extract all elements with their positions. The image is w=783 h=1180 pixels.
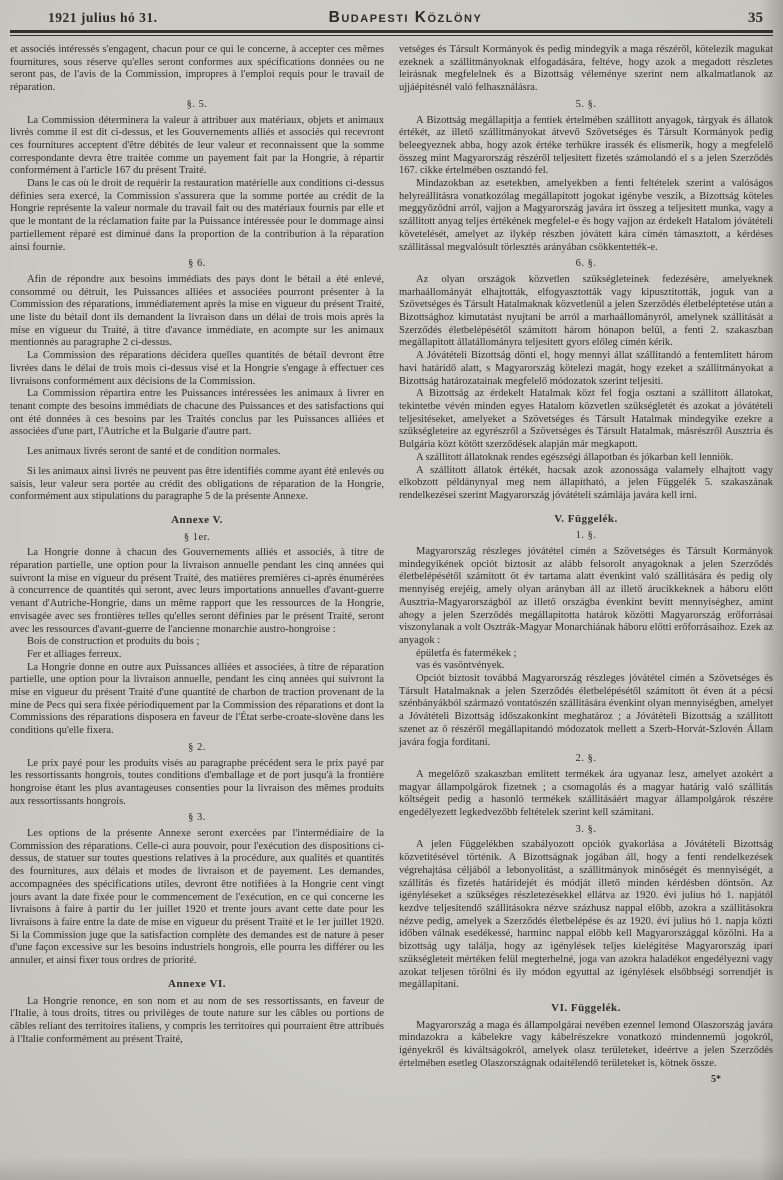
paragraph: La Hongrie donne à chacun des Gouvernements alliés et associés, à titre de réparation partielle, une option pour la livraison annuelle pendant les cinq années qui suivront la mise en vigueur du présent Traité, des matières premières ci-après énumérées à concurrence de quantités qui seront, avec leurs importations annuelles d'avant-guerre venant d'Autriche-Hongrie, dans un même rapport que les ressources de la Hongrie, envisagée avec ses frontières telles qu'elles seront définies par le présent Traité, seront avec les ressources d'avant-guerre de l'ancienne monarchie austro-hongroise : [10, 547, 384, 635]
paragraph: A szállitott állatoknak rendes egészségi állapotban és jókarban kell lenniök. [416, 451, 734, 463]
section-heading: § 3. [188, 812, 206, 824]
right-column-hungarian [399, 44, 773, 1087]
paragraph: A Bizottság megállapitja a fentiek értelmében szállitott anyagok, tárgyak és állatok értékét, az illető szállitmányokat átvevő Szövetséges és Társult Kormányok pedig beleegyeznek abba, hogy azok értéke terhükre irassék és elismerik, hogy a megfelelő összeg mint Magyarország részéről teljesitett fizetés számolandó el s a jelen Szerződés 167. cikke értelmében osztandó fel. [399, 114, 773, 177]
masthead-title: Budapesti Közlöny [328, 9, 483, 26]
text-columns [10, 44, 773, 1087]
signature-mark: 5* [711, 1074, 721, 1086]
continuation-paragraph: vetséges és Társult Kormányok és pedig mindegyik a maga részéről, kötelezik magukat ezeknek a szállitmányoknak elfogadására, feltéve, hogy azok a megadott részletes leirásnak megfelelnek és a Bizottság véleménye szerint nem alkalmatlanok az ujjáépitésnél való felhasználásra. [399, 44, 773, 94]
paragraph: La Commission déterminera la valeur à attribuer aux matériaux, objets et animaux livrés comme il est dit ci-dessus, et les Gouvernements alliés et associés qui recevront ces fournitures acceptent d'être débités de leur valeur et reconnaissent que la somme correspondante devra être traitée comme un payement fait par la Hongrie, à répartir conformément à l'article 167 du présent Traité. [10, 114, 384, 177]
paragraph: A megelőző szakaszban emlitett termékek ára ugyanaz lesz, amelyet azokért a magyar állampolgárok fizetnek ; a csomagolás és a magyar határig való szállitás költségeit pedig a hasonló termékek szállitásáért magyar állampolgárok részére engedélyezett legkedvezőbb feltételek szerint kell számitani. [399, 768, 773, 819]
annex-heading: Annexe VI. [168, 977, 226, 990]
list-line: vas és vasöntvények. [416, 660, 505, 672]
section-heading: 3. §. [575, 823, 597, 835]
section-heading: § 2. [188, 741, 206, 753]
paragraph: Afin de répondre aux besoins immédiats des pays dont le bétail a été enlevé, consommé ou détruit, les Puissances alliées et associées pourront présenter à la Commission des réparations, immédiatement après la mise en vigueur du présent Traité, une liste du bétail dont ils demandent la livraison dans un délai de trois mois après la mise en vigueur du Traité, à titre d'avance immédiate, en acompte sur les animaux mentionnés au paragraphe 2 ci-dessus. [10, 273, 384, 349]
section-heading: §. 5. [186, 98, 208, 110]
paragraph: A szállitott állatok értékét, hacsak azok azonossága valamely elhajtott vagy elkobzott példánynyal meg nem állapitható, a jelen Függelék 5. szakaszának rendelkezései szerint Magyarország jóvátételi számlája javára kell irni. [399, 464, 773, 501]
paragraph: Magyarország a maga és állampolgárai nevében ezennel lemond Olaszország javára mindazokra a kábelekre vagy kábelrészekre vonatkozó mindennemü jogokról, igényekről és kiváltságokról, amelyek olasz területeket, ideértve a jelen Szerződés értelmében esetleg Olaszországnak odaitélendő területeket is, kötnek össze. [399, 1019, 773, 1069]
paragraph: Mindazokban az esetekben, amelyekben a fenti feltételek szerint a valóságos helyreállitásra vonatkozólag megállapitott jogokat igénybe veszik, a Bizottság köteles meggyőződni arról, vajjon a Magyarország javára irt összeg a teljesitett munka, vagy a szállitott anyag teljes értékének megfelel-e és hogy vajjon az érdekelt Hatalom jóvátételi követelését, amelyet az ilykép részben jóvátett kára címén támasztott, a kérdéses szállitással megvalósult törlesztés arányában csökkentették-e. [399, 178, 773, 253]
section-heading: 1. §. [575, 530, 597, 542]
paragraph: La Hongrie donne en outre aux Puissances alliées et associées, à titre de réparation partielle, une option pour la livraison annuelle, pendant les cinq années qui suivront la mise en vigueur du présent Traité d'une quantité de charbon de traction provenant de la mine de Pecs qui sera fixée périodiquement par la Commission des réparations et dont la Commissions des réparations disposera en faveur de l'État serbe-croate-slovène dans les conditions qu'elle fixera. [10, 661, 384, 737]
paragraph: Le prix payé pour les produits visés au paragraphe précédent sera le prix payé par les ressortissants hongrois, toutes conditions d'emballage et de port jusqu'à la frontière hongroise étant les plus avantageuses consenties pour la livraison des mêmes produits aux ressortissants hongrois. [10, 757, 384, 807]
paragraph: La Hongrie renonce, en son nom et au nom de ses ressortissants, en faveur de l'Italie, à tous droits, titres ou privilèges de toute nature sur les câbles ou portions de câbles reliant des territoires italiens, y compris les territoires qui pourraient être attribués à l'Italie conformément au présent Traité, [10, 995, 384, 1045]
annex-heading: V. Függelék. [554, 512, 618, 525]
section-heading: 2. §. [575, 753, 597, 765]
paragraph: A Bizottság az érdekelt Hatalmak közt fel fogja osztani a szállitott állatokat, tekintetbe vévén minden egyes Hatalom közvetlen szükségletét és azokat a jóvátételi teljesitéseket, amelyeket a Szövetséges és Társult Hatalmak mindegyike ezekre a szükségleteire az egyrészről a Szövetséges és Társult Hatalmak, másrészről Ausztria és Bulgária közt kötött szerződések alapján már megkapott. [399, 388, 773, 451]
left-column-french [10, 44, 384, 1087]
list-line: Bois de construction et produits du bois ; [27, 636, 200, 648]
issue-date: 1921 julius hó 31. [48, 10, 158, 25]
annex-heading: Annexe V. [171, 513, 223, 526]
paragraph: Opciót biztosit továbbá Magyarország részleges jóvátétel címén a Szövetséges és Társult Hatalmaknak a jelen Szerződés életbelépésétől számitott öt éven át a pécsi szénbányákból származó vontatószén szállitására évenkint olyan mennyiségben, amelyet a Jóvátételi Bizottság időszakonkint meghatároz ; a Jóvátételi Bizottság a szállitott szenet az ő részéről megállapitandó módozatok mellett a Szerb-Horvát-Szlovén Állam javára fogja forditani. [399, 673, 773, 748]
paragraph: La Commission des réparations décidera quelles quantités de bétail devront être livrées dans le délai de trois mois ci-dessus visé et la Hongrie s'engage à effectuer ces livraisons conformément aux décisions de la Commission. [10, 350, 384, 387]
paragraph: Les animaux livrés seront de santé et de condition normales. [27, 446, 281, 458]
section-heading: 5. §. [575, 98, 597, 110]
paragraph: Si les animaux ainsi livrés ne peuvent pas être identifiés comme ayant été enlevés ou saisis, leur valeur sera portée au crédit des obligations de réparation de la Hongrie, conformément aux stipulations du paragraphe 5 de la présente Annexe. [10, 465, 384, 503]
paragraph: Dans le cas où le droit de requérir la restauration matérielle aux conditions ci-dessus définies sera exercé, la Commission s'assurera que la somme portée au crédit de la Hongrie représente la valeur normale du travail fait ou des matériaux fournis par elle et que le montant de la réclamation faite par la Puissance intéressée pour le dommage ainsi partiellement réparé est diminué dans la proportion de la contribution à la réparation ainsi fournie. [10, 178, 384, 253]
paragraph: La Commission répartira entre les Puissances intéressées les animaux à livrer en tenant compte des besoins immédiats de chacune des Puissances et des satisfactions qui ont été données à ces besoins par les Traités conclus par les Puissances alliées et associées d'une part, l'Autriche et la Bulgarie d'autre part. [10, 388, 384, 438]
annex-heading: VI. Függelék. [551, 1001, 621, 1014]
paragraph: A Jóvátételi Bizottság dönti el, hogy mennyi állat szállitandó a fentemlitett három havi határidő alatt, s Magyarország kötelezi magát, hogy ezeket a szállitmányokat a Bizottság határozatainak megfelelő módozatok szerint teljesiti. [399, 350, 773, 387]
page-header [10, 7, 773, 27]
list-line: épületfa és fatermékek ; [416, 647, 517, 659]
paragraph: Magyarország részleges jóvátétel címén a Szövetséges és Társult Kormányok mindegyikének opciót biztosit az alább felsorolt anyagoknak a jelen Szerződés életbelépésétől számitott öt év tartama alatt évenkint való szállitására és pedig oly mennyiség erejéig, amely olyan arányban áll az illető árucikkeknek a háboru előtt Ausztria-Magyarországból az illető országba évenkint bevitt mennyiséghez, amint ahogy a jelen Szerződés megállapitotta határok közötti Magyarország erőforrásai viszonylanak a volt Osztrák-Magyar Monarchiának háboru előtti erőforrásaihoz. Ezek az anyagok : [399, 546, 773, 646]
page-number: 35 [748, 10, 763, 26]
paragraph: A jelen Függelékben szabályozott opciók gyakorlása a Jóvátételi Bizottság közvetitésével történik. A Bizottságnak jogában áll, hogy a fenti rendelkezések végrehajtása céljából a lebonyolitást, a szállitmányok minőségét és mennyiségét, a szállitás és fizetés határidejét és módját illető minden kérdésben döntsön. Az igényléseket a szükséges részletezésekkel ellátva az 1920. évi julius hó 1. napjától kezdve teljesitendő szállitásokra nézve százhusz nappal előbb, azokra a szállitásokra nézve pedig, amelyek a Szerződés életbelépése és az 1920. évi julius hó 1. napja közti időben válnak esedékessé, harminc nappal előbb kell Magyarországgal közölni. Ha a bizottság ugy találja, hogy az igénylések teljes kielégitése Magyarország ipari szükségleteit mértéken felül megterhelné, joga van azokra haladékot engedélyezni vagy azokat teljesen törölni és ily módon egyuttal az igénylések elsőbbségi sorrendjét is megállapitani. [399, 839, 773, 991]
paragraph: Az olyan országok közvetlen szükségleteinek fedezésére, amelyeknek marhaállományát elhajtották, elfogyasztották vagy kipusztitották, joguk van a Szövetséges és Társult Hatalmaknak közvetlenül a jelen Szerződés életbeléptetése után a Bizottsághoz kimutatást nyujtani be arról a marhaállományról, amelynek szállitását a Szerződés életbelépésétől számitott három hónapon belül, a fenti 2. szakaszban megállapitott állatállományra teljesitett gyors előleg címén kérik. [399, 273, 773, 349]
header-rule [10, 30, 773, 36]
continuation-paragraph: et associés intéressés s'engagent, chacun pour ce qui le concerne, à accepter ces mêmes fournitures, sous réserve qu'elles seront conformes aux spécifications données ou ne seront pas, de l'avis de la Commission, impropres à l'emploi requis pour le travail de réparation. [10, 44, 384, 94]
section-heading: § 1er. [183, 531, 211, 543]
paragraph: Les options de la présente Annexe seront exercées par l'intermédiaire de la Commission des réparations. Celle-ci aura pouvoir, pour l'exécution des dispositions ci-dessus, de statuer sur toutes questions relatives à la procédure, aux qualités et quantités des fournitures, aux délais et modes de livraison et de payement. Les demandes, accompagnées des spécifications utiles, devront être notifiées à la Hongrie cent vingt jours avant la date fixée pour le commencement de l'exécution, en ce qui concerne les livraisons à faire à partir du 1er juillet 1920 et trente jours avant cette date pour les livraisons à faire entre la date de mise en vigueur du présent Traité et le 1er juillet 1920. Si la Commission juge que la satisfaction complète des demandes est de nature à peser d'une façon excessive sur les besoins industriels hongrois, elle pourra les différer ou les annuler, et ainsi fixer tous ordres de priorité. [10, 828, 384, 967]
list-line: Fer et alliages ferreux. [27, 648, 122, 660]
section-heading: § 6. [188, 258, 206, 270]
section-heading: 6. §. [575, 258, 597, 270]
